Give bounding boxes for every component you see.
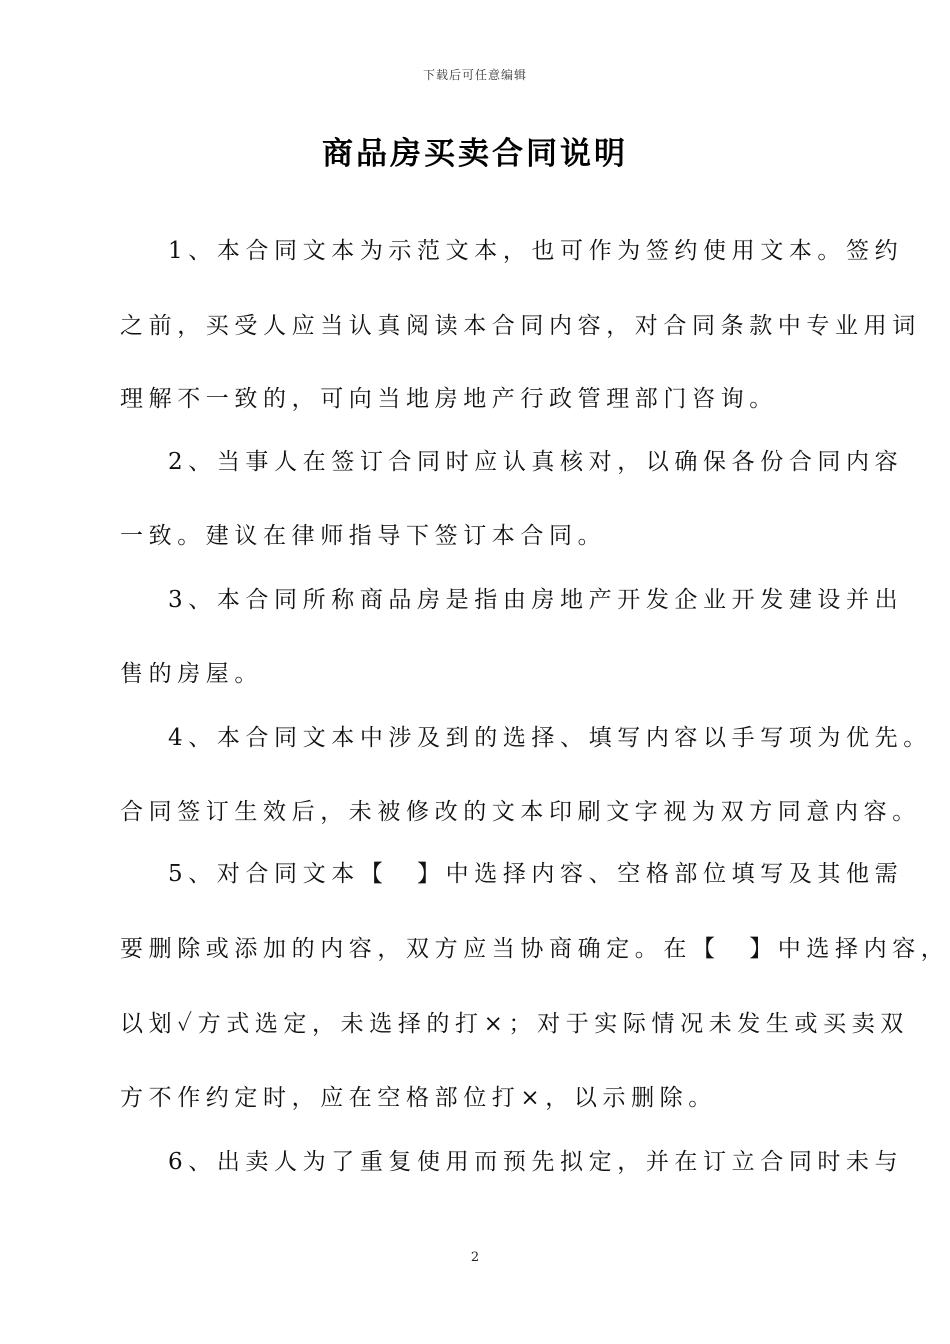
paragraph-5-line-2: 要删除或添加的内容，双方应当协商确定。在【 】中选择内容， bbox=[120, 936, 950, 962]
paragraph-1-line-1: 1、本合同文本为示范文本，也可作为签约使用文本。签约 bbox=[168, 238, 904, 264]
document-title: 商品房买卖合同说明 bbox=[322, 136, 628, 172]
paragraph-5-line-4: 方不作约定时，应在空格部位打×，以示删除。 bbox=[120, 1085, 717, 1111]
paragraph-5-line-1: 5、对合同文本【 】中选择内容、空格部位填写及其他需 bbox=[168, 861, 904, 887]
paragraph-1-line-2: 之前，买受人应当认真阅读本合同内容，对合同条款中专业用词 bbox=[120, 313, 921, 339]
paragraph-3-line-1: 3、本合同所称商品房是指由房地产开发企业开发建设并出 bbox=[168, 587, 904, 613]
paragraph-2-line-1: 2、当事人在签订合同时应认真核对，以确保各份合同内容 bbox=[168, 449, 904, 475]
paragraph-4-line-2: 合同签订生效后，未被修改的文本印刷文字视为双方同意内容。 bbox=[120, 799, 921, 825]
page-number: 2 bbox=[470, 1250, 480, 1265]
paragraph-3-line-2: 售的房屋。 bbox=[120, 661, 263, 687]
paragraph-1-line-3: 理解不一致的，可向当地房地产行政管理部门咨询。 bbox=[120, 386, 778, 412]
paragraph-5-line-3: 以划✓方式选定，未选择的打×；对于实际情况未发生或买卖双 bbox=[120, 1011, 909, 1037]
header-note: 下载后可任意编辑 bbox=[422, 68, 527, 82]
paragraph-4-line-1: 4、本合同文本中涉及到的选择、填写内容以手写项为优先。 bbox=[168, 725, 932, 751]
paragraph-2-line-2: 一致。建议在律师指导下签订本合同。 bbox=[120, 523, 607, 549]
paragraph-6-line-1: 6、出卖人为了重复使用而预先拟定，并在订立合同时未与 bbox=[168, 1149, 904, 1175]
